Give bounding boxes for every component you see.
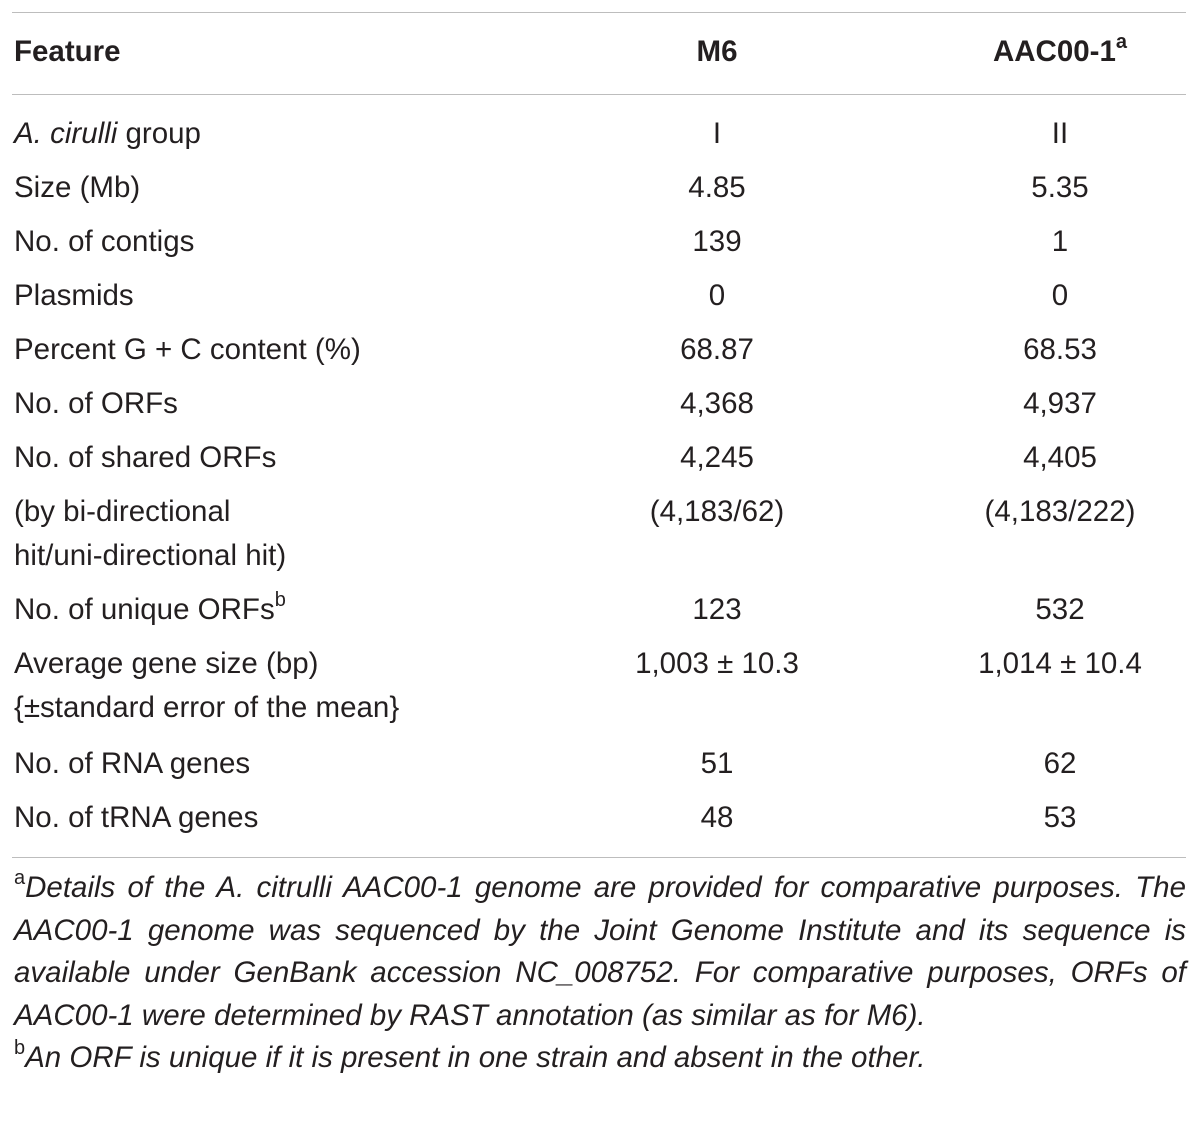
- row-label: No. of shared ORFs: [14, 441, 277, 474]
- row-label: Percent G + C content (%): [14, 333, 361, 366]
- footnote-b: [14, 1037, 1186, 1080]
- header-rule: [12, 94, 1186, 95]
- row-label: No. of tRNA genes: [14, 801, 259, 834]
- row-aac-value: 0: [1051, 279, 1069, 312]
- header-m6: M6: [696, 35, 738, 68]
- row-aac-value: 68.53: [1023, 333, 1097, 366]
- row-aac-value: 4,937: [1023, 387, 1097, 420]
- row-label: Size (Mb): [14, 171, 141, 204]
- row-aac-value: 5.35: [1031, 171, 1089, 204]
- row-m6-value: 68.87: [680, 333, 754, 366]
- row-m6-value: 51: [700, 747, 734, 780]
- row-m6-value: 0: [708, 279, 726, 312]
- row-aac-value: 1,014 ± 10.4: [978, 647, 1142, 680]
- row-label-text: No. of unique ORFs: [14, 593, 275, 626]
- footnote-a: [14, 867, 1186, 1037]
- row-aac-value: II: [1051, 117, 1069, 150]
- row-label: [14, 490, 286, 578]
- row-aac-value: 53: [1043, 801, 1077, 834]
- row-label: [14, 588, 286, 632]
- row-m6-value: 139: [692, 225, 742, 258]
- footnote-a-marker: a: [14, 867, 26, 890]
- row-m6-value: 4.85: [688, 171, 746, 204]
- row-label-line2: hit/uni-directional hit): [14, 539, 287, 572]
- row-m6-value: I: [712, 117, 722, 150]
- footnote-a-text: Details of the A. citrulli AAC00-1 genome are provided for comparative purposes. The AAC00-1 genome was sequenced by the Joint Genome Institute and its sequence is available under GenBank accession NC_008752. For comparative purposes, ORFs of AAC00-1 were determined by RAST annotation (as similar as for M6).: [14, 871, 1186, 1032]
- footnote-marker: b: [274, 589, 286, 612]
- row-m6-value: 48: [700, 801, 734, 834]
- row-m6-value: 4,245: [680, 441, 754, 474]
- row-label-rest: group: [117, 117, 201, 150]
- header-feature: Feature: [14, 35, 121, 68]
- row-label-line2: {±standard error of the mean}: [14, 691, 400, 724]
- row-label: [14, 112, 201, 156]
- row-aac-value: 1: [1051, 225, 1069, 258]
- row-label: No. of RNA genes: [14, 747, 251, 780]
- table-top-rule: [12, 12, 1186, 13]
- table-bottom-rule: [12, 857, 1186, 858]
- header-aac00-1: [920, 30, 1200, 74]
- footnote-b-text: An ORF is unique if it is present in one strain and absent in the other.: [25, 1041, 926, 1074]
- row-aac-value: 4,405: [1023, 441, 1097, 474]
- row-label: [14, 642, 399, 730]
- footnote-b-marker: b: [14, 1037, 26, 1060]
- row-m6-value: 4,368: [680, 387, 754, 420]
- header-aac00-1-footnote-marker: a: [1115, 31, 1128, 54]
- row-m6-value: (4,183/62): [649, 495, 785, 528]
- header-aac00-1-label: AAC00-1: [992, 35, 1116, 68]
- species-name: A. cirulli: [14, 117, 118, 150]
- row-m6-value: 123: [692, 593, 742, 626]
- footnotes: [14, 867, 1186, 1080]
- row-aac-value: (4,183/222): [984, 495, 1136, 528]
- row-aac-value: 62: [1043, 747, 1077, 780]
- row-label-line1: Average gene size (bp): [14, 647, 319, 680]
- row-label-line1: (by bi-directional: [14, 495, 231, 528]
- row-m6-value: 1,003 ± 10.3: [635, 647, 799, 680]
- row-label: Plasmids: [14, 279, 134, 312]
- row-label: No. of contigs: [14, 225, 195, 258]
- row-aac-value: 532: [1035, 593, 1085, 626]
- row-label: No. of ORFs: [14, 387, 178, 420]
